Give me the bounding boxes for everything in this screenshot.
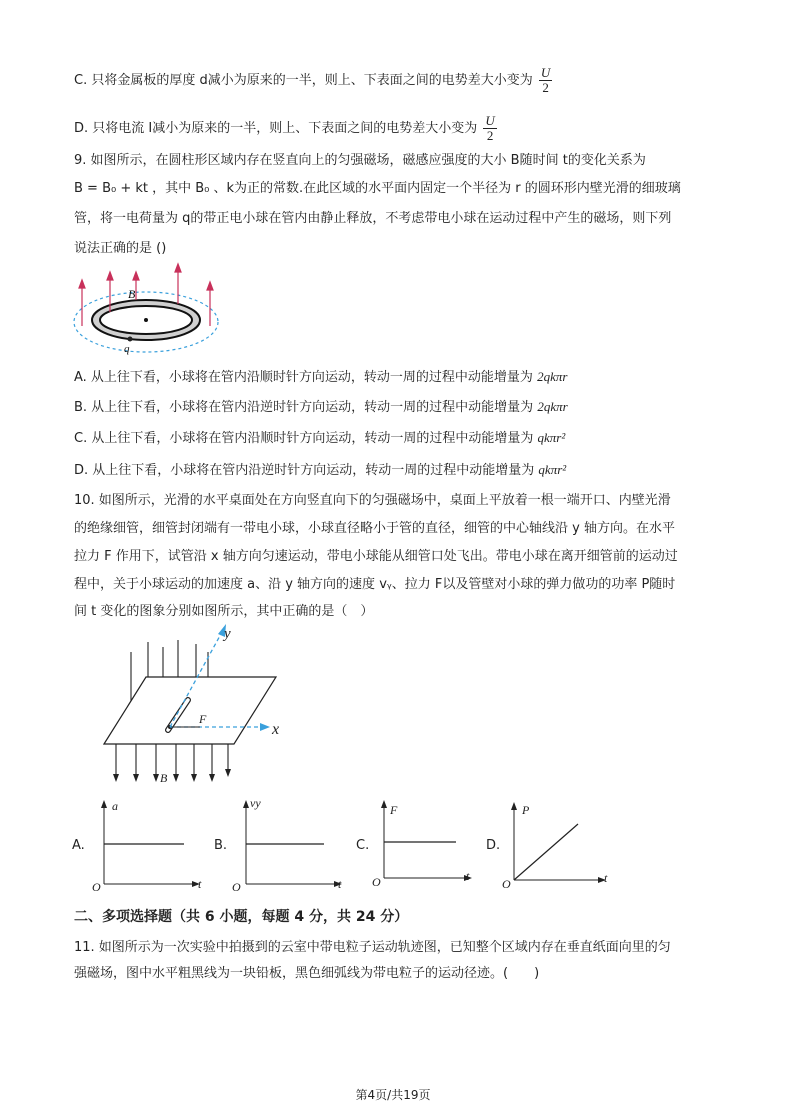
q8-option-c-denominator: 2 — [542, 80, 549, 95]
q10-graph-d — [500, 798, 615, 893]
q10-graph-a-origin: O — [92, 880, 101, 894]
q8-option-d-fraction — [483, 114, 496, 143]
q9-option-b-formula: 2qkπr — [537, 399, 568, 414]
q8-option-d-text: D. 只将电流 I减小为原来的一半，则上、下表面之间的电势差大小变为 — [74, 121, 478, 136]
q10-label-x: x — [272, 721, 280, 738]
page-number: 第4页/共19页 — [355, 1088, 431, 1102]
q10-x-axis-arrow-icon — [260, 723, 270, 731]
q10-graph-b-ylabel: vy — [250, 796, 261, 810]
q10-graph-d-label: D. — [486, 838, 501, 853]
q10-graph-c-label: C. — [356, 838, 370, 853]
q10-table-plane — [104, 677, 276, 744]
q10-graph-b-origin: O — [232, 880, 241, 894]
q10-field-arrow-icon — [153, 774, 159, 782]
q10-stem-line4: 程中，关于小球运动的加速度 a、沿 y 轴方向的速度 vᵧ、拉力 F以及管壁对小球的弹力做功的功率 P随时 — [74, 577, 676, 592]
q10-graph-d-xlabel: t — [604, 871, 608, 885]
q10-graph-c-origin: O — [372, 875, 381, 889]
q8-option-c-text: C. 只将金属板的厚度 d减小为原来的一半，则上、下表面之间的电势差大小变为 — [74, 73, 533, 88]
q9-option-d-text: D. 从上往下看，小球将在管内沿逆时针方向运动，转动一周的过程中动能增量为 — [74, 463, 535, 478]
axis-arrow-icon — [511, 802, 517, 810]
section-title: 二、多项选择题（共 6 小题，每题 4 分，共 24 分） — [74, 909, 409, 925]
q10-stem-line1: 10. 如图所示，光滑的水平桌面处在方向竖直向下的匀强磁场中，桌面上平放着一根一端开口、内壁光滑 — [74, 493, 671, 508]
q9-option-d — [74, 461, 566, 480]
q9-option-a-formula: 2qkπr — [537, 369, 568, 384]
q10-graph-d-ylabel: P — [522, 803, 530, 817]
q8-option-d-numerator: U — [485, 113, 495, 128]
q10-field-arrow-icon — [113, 774, 119, 782]
q9-ring-figure — [70, 264, 230, 360]
q10-graph-d-origin: O — [502, 877, 511, 891]
q9-charge-ball — [128, 337, 133, 342]
q10-graph-c-xlabel: t — [466, 869, 470, 883]
q10-graph-b — [230, 798, 350, 893]
q10-label-f: F — [199, 712, 207, 726]
q9-label-q: q — [124, 343, 130, 355]
q8-option-d-denominator: 2 — [486, 128, 494, 143]
axis-arrow-icon — [243, 800, 249, 808]
q9-option-b — [74, 398, 568, 417]
q10-field-arrow-icon — [225, 769, 231, 777]
q10-stem-line3: 拉力 F 作用下，试管沿 x 轴方向匀速运动，带电小球能从细管口处飞出。带电小球在离开细管前的运动过 — [74, 549, 678, 564]
q9-field-arrow-icon — [175, 264, 181, 272]
q10-field-arrow-icon — [173, 774, 179, 782]
q11-stem-line2: 强磁场，图中水平粗黑线为一块铅板，黑色细弧线为带电粒子的运动径迹。( ) — [74, 966, 540, 981]
q10-field-arrow-icon — [191, 774, 197, 782]
q10-graph-a-label: A. — [72, 838, 85, 853]
q10-graph-a — [88, 798, 208, 893]
q9-field-arrow-icon — [79, 280, 85, 288]
q9-label-b: B — [128, 287, 136, 301]
q10-field-arrow-icon — [209, 774, 215, 782]
q9-option-d-formula: qkπr² — [538, 462, 567, 477]
q9-stem-line2: B = B₀ + kt ，其中 B₀ 、k为正的常数.在此区域的水平面内固定一个半径为 r 的圆环形内壁光滑的细玻璃 — [74, 181, 681, 196]
q9-center-dot — [144, 318, 148, 322]
q8-option-c-numerator: U — [540, 65, 551, 80]
q10-graph-c — [370, 798, 480, 893]
q10-label-b: B — [160, 771, 168, 785]
q9-field-arrow-icon — [133, 272, 139, 280]
q10-graph-d-curve — [514, 824, 578, 880]
axis-arrow-icon — [101, 800, 107, 808]
q9-field-arrow-icon — [107, 272, 113, 280]
q9-option-a-text: A. 从上往下看，小球将在管内沿顺时针方向运动，转动一周的过程中动能增量为 — [74, 370, 533, 385]
q9-stem-line4: 说法正确的是 () — [74, 241, 167, 256]
q8-option-c-fraction — [539, 66, 552, 95]
q10-label-y: y — [224, 626, 231, 642]
axis-arrow-icon — [381, 800, 387, 808]
q9-option-c — [74, 429, 565, 448]
q10-stem-line5: 间 t 变化的图象分别如图所示，其中正确的是（ ） — [74, 604, 374, 619]
q10-graph-b-xlabel: t — [338, 877, 342, 891]
q9-option-a — [74, 368, 567, 387]
q10-table-figure — [96, 622, 296, 787]
q11-stem-line1: 11. 如图所示为一次实验中拍摄到的云室中带电粒子运动轨迹图，已知整个区域内存在垂直纸面向里的匀 — [74, 940, 671, 955]
q9-option-b-text: B. 从上往下看，小球将在管内沿逆时针方向运动，转动一周的过程中动能增量为 — [74, 400, 534, 415]
q10-graph-a-xlabel: t — [198, 877, 202, 891]
q10-field-arrow-icon — [133, 774, 139, 782]
q10-stem-line2: 的绝缘细管，细管封闭端有一带电小球，小球直径略小于管的直径，细管的中心轴线沿 y 轴方向。在水平 — [74, 521, 675, 536]
q10-graph-a-ylabel: a — [112, 799, 118, 813]
q9-option-c-text: C. 从上往下看，小球将在管内沿顺时针方向运动，转动一周的过程中动能增量为 — [74, 431, 534, 446]
q10-graph-b-label: B. — [214, 838, 228, 853]
q10-graph-c-ylabel: F — [390, 803, 398, 817]
q8-option-c — [74, 66, 552, 95]
q9-option-c-formula: qkπr² — [537, 430, 566, 445]
q9-field-arrow-icon — [207, 282, 213, 290]
q9-stem-line1: 9. 如图所示，在圆柱形区域内存在竖直向上的匀强磁场，磁感应强度的大小 B随时间 t的变化关系为 — [74, 153, 646, 168]
q9-stem-line3: 管，将一电荷量为 q的带正电小球在管内由静止释放，不考虑带电小球在运动过程中产生的磁场，则下列 — [74, 211, 672, 226]
q8-option-d — [74, 114, 497, 143]
